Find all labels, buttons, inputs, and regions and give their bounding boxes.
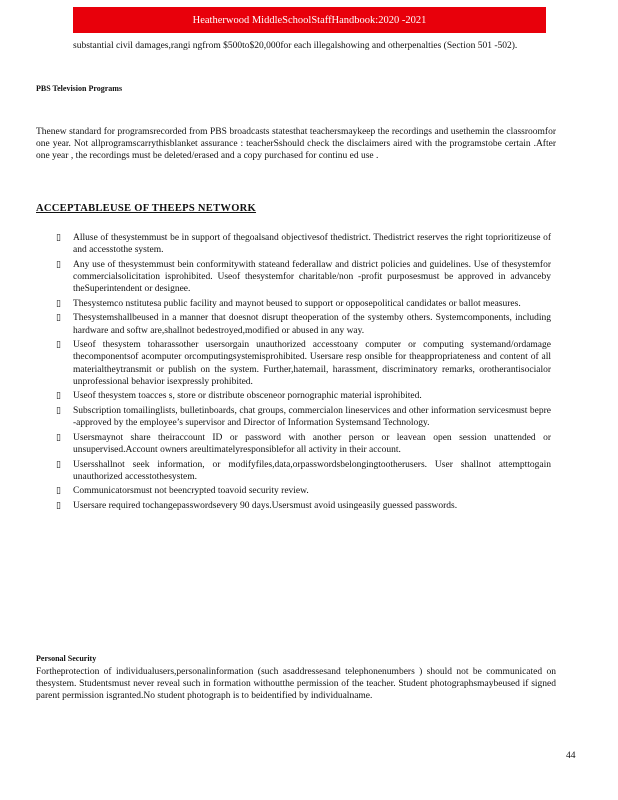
aup-rule-item [56,485,551,497]
aup-rule-item [56,232,551,256]
pbs-heading: PBS Television Programs [36,84,123,93]
aup-rule-item [56,298,551,310]
bullet-icon: ▯ [56,500,61,511]
page-number: 44 [566,751,576,761]
aup-rule-text: Useof thesystem toharassother usersorgain unauthorized accesstoany computer or computing systemand/ordamage thecomponentsof acomputer orcomputingsystemisprohibited. Usersare resp onsible for theappropriateness and content of all materialtheytransmit or publish on the system. Further,hatemail, harassment, discriminatory remarks, orotherantisocialor unprofessional behavior isexpressly prohibited. [73,340,551,387]
handbook-header-bar [73,7,546,33]
pbs-paragraph: Thenew standard for programsrecorded from PBS broadcasts statesthat teachersmaykeep the recordings and usethemin the classroomfor one year. Not allprogramscarrythisblanket assurance : teacherSshould check the disclaimers aired with the programstobe certain .After one year , the recordings must be deleted/erased and a copy purchased for continu ed use . [36,127,556,161]
personal-security-paragraph: Fortheprotection of individualusers,personalinformation (such asaddressesand telephonenumbers ) should not be communicated on thesystem. Studentsmust never reveal such in formation withoutthe permission of the teacher. Student photographsmaybeused if signed parent permission isgranted.No student photograph is to beidentified by individualname. [36,667,556,701]
aup-rule-text: Any use of thesystemmust bein conformitywith stateand federallaw and district policies and guidelines. Use of thesystemfor commercialsolicitation isprohibited. Useof thesystemfor charitable/non -profit purposesmust be approved in advanceby theSuperintendent or designee. [73,259,551,295]
aup-rule-text: Useof thesystem toacces s, store or distribute obsceneor pornographic material isprohibited. [73,391,422,402]
aup-rule-item [56,339,551,388]
handbook-header-title: Heatherwood MiddleSchoolStaffHandbook:2020 -2021 [192,14,427,26]
aup-heading: ACCEPTABLEUSE OF THEEPS NETWORK [36,203,257,214]
aup-rule-item [56,312,551,336]
aup-rule-text: Thesystemco nstitutesa public facility and maynot beused to support or opposepolitical candidates or ballot measures. [73,298,521,309]
aup-rule-text: Alluse of thesystemmust be in support of thegoalsand objectivesof thedistrict. Thedistrict reserves the right toprioritizeuse of and accesstothe system. [73,233,551,256]
aup-rule-text: Thesystemshallbeused in a manner that doesnot disrupt theoperation of the systemby others. Systemcomponents, including hardware and softw are,shallnot bedestroyed,modified or abused in any way. [73,313,551,336]
bullet-icon: ▯ [56,459,61,470]
aup-rules-list [56,232,551,515]
aup-rule-text: Usersshallnot seek information, or modifyfiles,data,orpasswordsbelongingtootherusers. User shallnot attempttogain unauthorized accesstothesystem. [73,459,551,482]
aup-rule-item [56,259,551,296]
bullet-icon: ▯ [56,432,61,443]
aup-rule-item [56,390,551,402]
bullet-icon: ▯ [56,233,61,243]
personal-security-heading: Personal Security [36,654,97,663]
aup-rule-item [56,500,551,512]
aup-rule-text: Communicatorsmust not beencrypted toavoid security review. [73,486,309,497]
aup-rule-text: Subscription tomailinglists, bulletinboards, chat groups, commercialon lineservices and other information servicesmust bepre -approved by the employee’s supervisor and Director of Information Systemsand Technology. [73,405,551,429]
bullet-icon: ▯ [56,405,61,416]
aup-rule-item [56,432,551,456]
bullet-icon: ▯ [56,313,61,324]
bullet-icon: ▯ [56,391,61,402]
bullet-icon: ▯ [56,486,61,497]
bullet-icon: ▯ [56,298,61,309]
aup-rule-text: Usersmaynot share theiraccount ID or password with another person or leavean open session unattended or unsupervised.Account owners areultimatelyresponsiblefor all activity in their account. [73,432,551,455]
aup-rule-item [56,459,551,483]
aup-rule-text: Usersare required tochangepasswordsevery 90 days.Usersmust avoid usingeasily guessed passwords. [73,500,458,511]
top-paragraph: substantial civil damages,rangi ngfrom $500to$20,000for each illegalshowing and otherpenalties (Section 501 -502). [73,41,518,51]
bullet-icon: ▯ [56,340,61,351]
aup-rule-item [56,405,551,429]
bullet-icon: ▯ [56,259,61,270]
